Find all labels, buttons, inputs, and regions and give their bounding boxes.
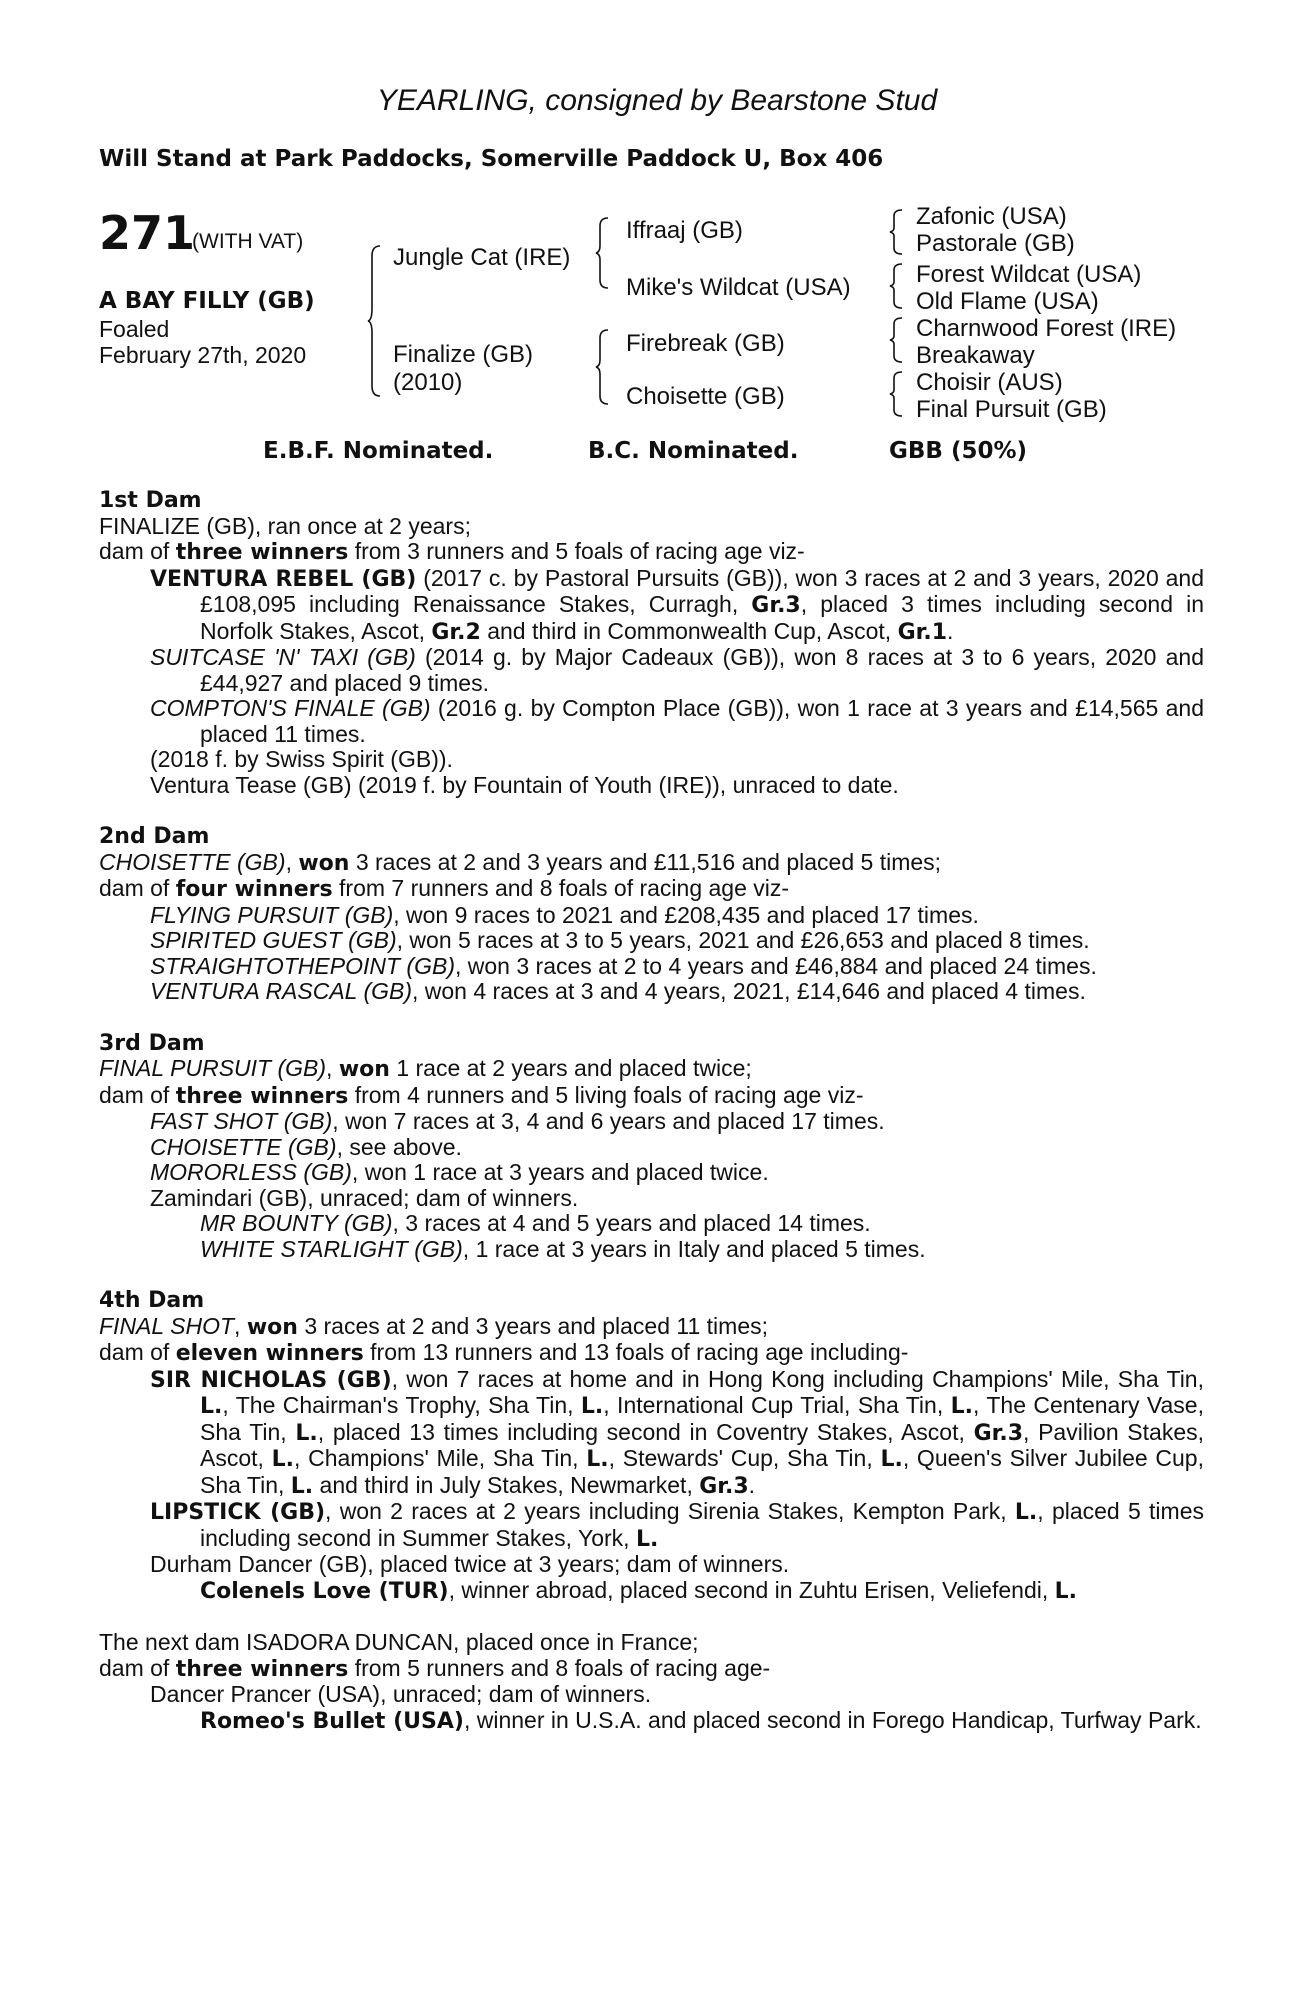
offspring-name: VENTURA RASCAL (GB) — [150, 978, 412, 1004]
text: dam of — [99, 875, 176, 901]
listed: L. — [1054, 1578, 1078, 1604]
offspring-flying-pursuit — [99, 903, 1204, 929]
grade: Gr.1 — [897, 619, 948, 645]
vat-note: (WITH VAT) — [192, 230, 304, 253]
third-dam-produce-line — [99, 1083, 1204, 1110]
brace-g3-1 — [890, 210, 904, 254]
dam-sire: Firebreak (GB) — [626, 330, 785, 357]
g3-charnwood-forest: Charnwood Forest (IRE) — [916, 315, 1177, 342]
text: , — [326, 1055, 339, 1081]
horse-name: A BAY FILLY (GB) — [99, 288, 315, 314]
offspring-name: SIR NICHOLAS (GB) — [150, 1367, 392, 1393]
g3-old-flame: Old Flame (USA) — [916, 288, 1099, 315]
text: , placed 13 times including second in Coventry Stakes, Ascot, — [317, 1418, 974, 1445]
offspring-name: SUITCASE 'N' TAXI (GB) — [150, 644, 416, 670]
listed: L. — [1014, 1500, 1038, 1525]
foaled-date: February 27th, 2020 — [99, 342, 307, 368]
text: , winner abroad, placed second in Zuhtu Erisen, Veliefendi, — [448, 1576, 1055, 1603]
brace-sire-parents — [596, 218, 610, 288]
winners-count: three winners — [175, 1656, 349, 1682]
offspring-name: MORORLESS (GB) — [150, 1159, 352, 1185]
fourth-dam-line — [99, 1314, 1204, 1341]
grandoffspring-colenels-love — [99, 1578, 1204, 1605]
offspring-ventura-rebel — [99, 566, 1204, 646]
text: , won 2 races at 2 years including Sirenia Stakes, Kempton Park, — [325, 1498, 1015, 1524]
lot-number: 271 — [99, 206, 196, 260]
sire-dam: Mike's Wildcat (USA) — [626, 274, 851, 301]
offspring-mororless — [99, 1160, 1204, 1186]
offspring-2018-filly: (2018 f. by Swiss Spirit (GB)). — [150, 746, 453, 772]
text: dam of — [99, 1654, 176, 1681]
foaled-label: Foaled — [99, 316, 170, 342]
grade: Gr.3 — [973, 1420, 1023, 1446]
offspring-name: FLYING PURSUIT (GB) — [150, 901, 394, 928]
winners-count: four winners — [175, 877, 333, 902]
text: (2017 c. by Pastoral Pursuits (GB)), won 3 races at 2 and 3 years, 2020 and £108,095 including Renaissance Stakes, Curragh, — [200, 564, 1205, 617]
third-dam-line — [99, 1056, 1204, 1083]
offspring-dancer-prancer: Dancer Prancer (USA), unraced; dam of winners. — [150, 1681, 652, 1707]
offspring-sir-nicholas — [99, 1367, 1204, 1500]
text: , won 7 races at home and in Hong Kong including Champions' Mile, Sha Tin, — [391, 1365, 1204, 1392]
text: from 5 runners and 8 foals of racing age- — [348, 1654, 771, 1681]
dam-dam: Choisette (GB) — [626, 383, 785, 410]
text: , won 4 races at 3 and 4 years, 2021, £14,646 and placed 4 times. — [412, 978, 1086, 1004]
text: from 4 runners and 5 living foals of racing age viz- — [348, 1081, 864, 1108]
offspring-comptons-finale — [99, 696, 1204, 747]
first-dam-produce-line — [99, 539, 1204, 566]
offspring-durham-dancer: Durham Dancer (GB), placed twice at 3 years; dam of winners. — [150, 1551, 790, 1577]
third-dam-heading: 3rd Dam — [99, 1030, 205, 1056]
stand-location: Will Stand at Park Paddocks, Somerville Paddock U, Box 406 — [99, 146, 884, 172]
brace-g3-3 — [890, 318, 904, 362]
text: and third in Commonwealth Cup, Ascot, — [480, 617, 898, 644]
fourth-dam-heading: 4th Dam — [99, 1288, 205, 1313]
text: , placed 5 times including second in Summer Stakes, York, — [200, 1498, 1204, 1551]
text: from 7 runners and 8 foals of racing age viz- — [332, 875, 790, 901]
text: , winner in U.S.A. and placed second in Forego Handicap, Turfway Park. — [463, 1706, 1202, 1733]
won: won — [246, 1314, 298, 1340]
grade: Gr.2 — [431, 619, 481, 645]
listed: L. — [586, 1447, 609, 1472]
g3-breakaway: Breakaway — [916, 342, 1035, 369]
bc-nominated: B.C. Nominated. — [588, 438, 799, 464]
grandoffspring-white-starlight — [99, 1237, 1204, 1263]
offspring-lipstick — [99, 1499, 1204, 1552]
grade: Gr.3 — [699, 1473, 749, 1499]
text: from 3 runners and 5 foals of racing age viz- — [348, 538, 805, 564]
listed: L. — [290, 1473, 314, 1499]
text: , 3 races at 4 and 5 years and placed 14 times. — [392, 1210, 871, 1236]
next-dam-line: The next dam ISADORA DUNCAN, placed once in France; — [99, 1629, 699, 1655]
dam-year: (2010) — [393, 369, 463, 396]
text: , see above. — [336, 1133, 462, 1160]
text: . — [947, 617, 954, 644]
text: , won 5 races at 3 to 5 years, 2021 and £26,653 and placed 8 times. — [396, 927, 1090, 953]
listed: L. — [950, 1394, 973, 1419]
text: , won 1 race at 3 years and placed twice. — [351, 1159, 769, 1185]
text: , won 3 races at 2 to 4 years and £46,884 and placed 24 times. — [454, 952, 1097, 979]
text: (2014 g. by Major Cadeaux (GB)), won 8 races at 3 to 6 years, 2020 and £44,927 and placed 9 times. — [200, 644, 1204, 696]
grandoffspring-romeos-bullet — [99, 1708, 1204, 1735]
text: . — [748, 1471, 756, 1498]
g3-pastorale: Pastorale (GB) — [916, 230, 1075, 257]
first-dam-line: FINALIZE (GB), ran once at 2 years; — [99, 512, 471, 539]
won: won — [338, 1057, 390, 1082]
text: , — [234, 1312, 247, 1339]
family-record — [99, 488, 1204, 1734]
listed: L. — [580, 1394, 604, 1419]
next-dam-produce-line — [99, 1656, 1204, 1683]
offspring-name: FAST SHOT (GB) — [150, 1108, 333, 1134]
text: from 13 runners and 13 foals of racing age including- — [363, 1339, 909, 1365]
text: , Queen's Silver Jubilee Cup, Sha Tin, — [200, 1445, 1204, 1498]
offspring-name: CHOISETTE (GB) — [150, 1133, 337, 1160]
dam-name: FINAL SHOT — [99, 1312, 235, 1339]
text: , won 9 races to 2021 and £208,435 and placed 17 times. — [393, 901, 979, 928]
offspring-ventura-rascal — [99, 979, 1204, 1005]
listed: L. — [880, 1447, 903, 1472]
text: dam of — [99, 538, 176, 564]
offspring-zamindari: Zamindari (GB), unraced; dam of winners. — [150, 1184, 579, 1211]
grandoffspring-mr-bounty — [99, 1211, 1204, 1237]
grade: Gr.3 — [751, 593, 801, 618]
listed: L. — [635, 1526, 659, 1552]
dam-name: CHOISETTE (GB) — [99, 848, 286, 875]
text: , Stewards' Cup, Sha Tin, — [608, 1445, 881, 1471]
winners-count: eleven winners — [175, 1341, 364, 1366]
offspring-name: SPIRITED GUEST (GB) — [150, 927, 397, 953]
text: dam of — [99, 1081, 176, 1108]
brace-dam-parents — [596, 330, 610, 404]
offspring-name: COMPTON'S FINALE (GB) — [150, 695, 431, 721]
offspring-name: LIPSTICK (GB) — [150, 1500, 326, 1525]
second-dam-heading: 2nd Dam — [99, 824, 210, 849]
offspring-name: Romeo's Bullet (USA) — [200, 1708, 464, 1734]
text: , Champions' Mile, Sha Tin, — [294, 1445, 587, 1471]
won: won — [298, 850, 350, 876]
text: , Pavilion Stakes, Ascot, — [200, 1418, 1205, 1471]
g3-forest-wildcat: Forest Wildcat (USA) — [916, 261, 1142, 288]
g3-final-pursuit: Final Pursuit (GB) — [916, 396, 1107, 423]
gbb-status: GBB (50%) — [889, 438, 1028, 464]
listed: L. — [200, 1394, 223, 1419]
brace-parents — [368, 246, 382, 396]
winners-count: three winners — [175, 1083, 349, 1109]
offspring-fast-shot — [99, 1109, 1204, 1135]
text: 3 races at 2 and 3 years and placed 11 times; — [297, 1312, 769, 1339]
offspring-name: STRAIGHTOTHEPOINT (GB) — [150, 952, 455, 979]
fourth-dam-produce-line — [99, 1340, 1204, 1367]
sire-sire: Iffraaj (GB) — [626, 217, 743, 244]
listed: L. — [295, 1420, 318, 1446]
ebf-nominated: E.B.F. Nominated. — [263, 438, 494, 464]
offspring-ventura-tease: Ventura Tease (GB) (2019 f. by Fountain of Youth (IRE)), unraced to date. — [150, 771, 899, 798]
text: 1 race at 2 years and placed twice; — [389, 1055, 752, 1081]
second-dam-produce-line — [99, 876, 1204, 903]
sire: Jungle Cat (IRE) — [393, 244, 571, 271]
text: dam of — [99, 1339, 176, 1365]
dam-name: FINAL PURSUIT (GB) — [99, 1055, 327, 1081]
offspring-spirited-guest — [99, 928, 1204, 954]
offspring-choisette — [99, 1135, 1204, 1161]
second-dam-line — [99, 850, 1204, 877]
text: , — [285, 848, 299, 875]
brace-g3-4 — [890, 372, 904, 416]
brace-g3-2 — [890, 264, 904, 308]
listed: L. — [271, 1447, 295, 1472]
text: 3 races at 2 and 3 years and £11,516 and placed 5 times; — [349, 848, 942, 875]
offspring-name: VENTURA REBEL (GB) — [150, 566, 417, 592]
text: , won 7 races at 3, 4 and 6 years and placed 17 times. — [332, 1108, 885, 1134]
g3-zafonic: Zafonic (USA) — [916, 203, 1067, 230]
offspring-straightothepoint — [99, 954, 1204, 980]
offspring-name: Colenels Love (TUR) — [200, 1578, 449, 1604]
g3-choisir: Choisir (AUS) — [916, 369, 1063, 396]
offspring-suitcase-n-taxi — [99, 645, 1204, 696]
consignor-heading: YEARLING, consigned by Bearstone Stud — [376, 84, 938, 117]
offspring-name: WHITE STARLIGHT (GB) — [200, 1235, 463, 1262]
text: , 1 race at 3 years in Italy and placed 5 times. — [462, 1235, 926, 1262]
first-dam-heading: 1st Dam — [99, 488, 202, 513]
dam: Finalize (GB) — [393, 341, 534, 368]
text: and third in July Stakes, Newmarket, — [313, 1471, 700, 1498]
text: (2016 g. by Compton Place (GB)), won 1 race at 3 years and £14,565 and placed 11 times. — [200, 695, 1204, 747]
text: , placed 3 times including second in Norfolk Stakes, Ascot, — [200, 591, 1204, 644]
offspring-name: MR BOUNTY (GB) — [200, 1210, 393, 1236]
text: , The Centenary Vase, Sha Tin, — [200, 1392, 1204, 1445]
text: , International Cup Trial, Sha Tin, — [603, 1392, 951, 1418]
winners-count: three winners — [175, 540, 349, 565]
text: , The Chairman's Trophy, Sha Tin, — [222, 1392, 581, 1418]
